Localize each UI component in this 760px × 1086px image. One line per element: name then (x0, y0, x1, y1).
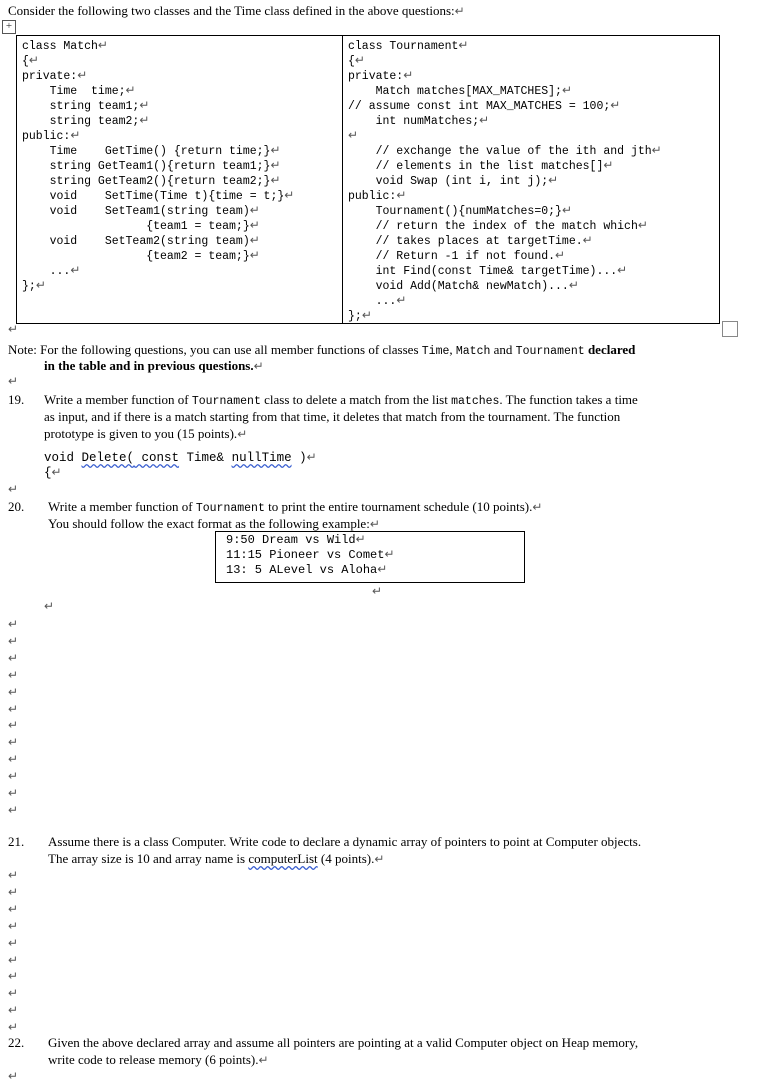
q19-line3: prototype is given to you (15 points).↵ (44, 426, 248, 441)
q19-number: 19. (8, 392, 25, 407)
code-line: void SetTime(Time t){time = t;}↵ (22, 188, 295, 203)
paragraph-mark: ↵ (8, 1003, 19, 1018)
code-line: ...↵ (348, 293, 407, 308)
code-line: {↵ (22, 53, 39, 68)
table-resize-handle[interactable] (722, 321, 738, 337)
paragraph-mark: ↵ (8, 718, 19, 733)
code-line: public:↵ (348, 188, 407, 203)
code-line: void Add(Match& newMatch)...↵ (348, 278, 579, 293)
paragraph-mark: ↵ (8, 322, 19, 336)
code-line: ...↵ (22, 263, 81, 278)
code-line: void SetTeam1(string team)↵ (22, 203, 260, 218)
code-line: // assume const int MAX_MATCHES = 100;↵ (348, 98, 621, 113)
code-line: private:↵ (22, 68, 88, 83)
paragraph-mark: ↵ (8, 752, 19, 767)
code-line: int numMatches;↵ (348, 113, 490, 128)
code-line: int Find(const Time& targetTime)...↵ (348, 263, 628, 278)
paragraph-mark: ↵ (8, 482, 19, 496)
code-line: class Tournament↵ (348, 38, 469, 53)
code-line: Time time;↵ (22, 83, 136, 98)
paragraph-mark: ↵ (8, 969, 19, 984)
code-line: class Match↵ (22, 38, 108, 53)
paragraph-mark: ↵ (8, 1069, 19, 1083)
paragraph-mark: ↵ (8, 986, 19, 1001)
code-line: // exchange the value of the ith and jth↵ (348, 143, 662, 158)
q19-prototype: void Delete( const Time& nullTime )↵ (44, 450, 317, 465)
q22-number: 22. (8, 1035, 25, 1050)
q20-line2: You should follow the exact format as the following example:↵ (48, 516, 380, 531)
code-line: // return the index of the match which↵ (348, 218, 648, 233)
code-line: Time GetTime() {return time;}↵ (22, 143, 281, 158)
paragraph-mark: ↵ (8, 1020, 19, 1035)
paragraph-mark: ↵ (8, 667, 19, 682)
schedule-line: 11:15 Pioneer vs Comet↵ (226, 547, 395, 562)
code-line: void SetTeam2(string team)↵ (22, 233, 260, 248)
code-line: Tournament(){numMatches=0;}↵ (348, 203, 572, 218)
code-line: // Return -1 if not found.↵ (348, 248, 566, 263)
q21-line1: Assume there is a class Computer. Write code to declare a dynamic array of pointers to point at Computer objects. (48, 834, 642, 849)
paragraph-mark: ↵ (8, 952, 19, 967)
q21-number: 21. (8, 834, 25, 849)
code-line: string team1;↵ (22, 98, 150, 113)
code-line: };↵ (22, 278, 46, 293)
paragraph-mark: ↵ (8, 735, 19, 750)
q19-brace: {↵ (44, 465, 62, 480)
q20-line1: Write a member function of Tournament to print the entire tournament schedule (10 points).↵ (48, 499, 543, 515)
q21-line2: The array size is 10 and array name is computerList (4 points).↵ (48, 851, 385, 866)
match-class-code (22, 38, 342, 293)
code-line: {team2 = team;}↵ (22, 248, 260, 263)
code-line: };↵ (348, 308, 372, 323)
note-line2: in the table and in previous questions.↵ (44, 358, 264, 373)
code-line: private:↵ (348, 68, 414, 83)
code-line: ↵ (348, 128, 359, 142)
paragraph-mark: ↵ (8, 884, 19, 899)
paragraph-mark: ↵ (8, 901, 19, 916)
intro-text: Consider the following two classes and the Time class defined in the above questions:↵ (8, 3, 465, 18)
code-line: string GetTeam2(){return team2;}↵ (22, 173, 281, 188)
paragraph-mark: ↵ (8, 684, 19, 699)
q19-line2: as input, and if there is a match starting from that time, it deletes that match from the tournament. The function (44, 409, 621, 424)
code-line: // takes places at targetTime.↵ (348, 233, 593, 248)
paragraph-mark: ↵ (8, 650, 19, 665)
q20-number: 20. (8, 499, 25, 514)
schedule-line: 9:50 Dream vs Wild↵ (226, 532, 366, 547)
paragraph-mark: ↵ (8, 918, 19, 933)
note-line1: Note: For the following questions, you can use all member functions of classes Time, Match and Tournament declared (8, 342, 636, 358)
q19-line1: Write a member function of Tournament class to delete a match from the list matches. The function takes a time (44, 392, 638, 408)
code-line: Match matches[MAX_MATCHES];↵ (348, 83, 572, 98)
code-line: string GetTeam1(){return team1;}↵ (22, 158, 281, 173)
table-move-handle-icon[interactable]: + (2, 20, 16, 34)
paragraph-mark: ↵ (8, 617, 19, 631)
paragraph-mark: ↵ (8, 868, 19, 882)
paragraph-mark: ↵ (8, 374, 19, 388)
paragraph-mark: ↵ (8, 802, 19, 817)
paragraph-mark: ↵ (8, 633, 19, 648)
class-definitions-table (16, 35, 720, 324)
paragraph-mark: ↵ (8, 701, 19, 716)
schedule-example-box (215, 531, 525, 583)
paragraph-mark: ↵ (8, 935, 19, 950)
paragraph-mark: ↵ (44, 599, 55, 613)
schedule-line: 13: 5 ALevel vs Aloha↵ (226, 562, 388, 577)
code-line: // elements in the list matches[]↵ (348, 158, 614, 173)
match-class-cell (17, 36, 343, 324)
paragraph-mark: ↵ (372, 584, 383, 598)
code-line: void Swap (int i, int j);↵ (348, 173, 559, 188)
code-line: public:↵ (22, 128, 81, 143)
code-line: string team2;↵ (22, 113, 150, 128)
tournament-class-cell (343, 36, 720, 324)
code-line: {↵ (348, 53, 365, 68)
q22-line1: Given the above declared array and assume all pointers are pointing at a valid Computer object on Heap memory, (48, 1035, 639, 1050)
paragraph-mark: ↵ (8, 786, 19, 800)
paragraph-mark: ↵ (8, 769, 19, 784)
tournament-class-code (348, 38, 719, 323)
code-line: {team1 = team;}↵ (22, 218, 260, 233)
q22-line2: write code to release memory (6 points).↵ (48, 1052, 269, 1067)
